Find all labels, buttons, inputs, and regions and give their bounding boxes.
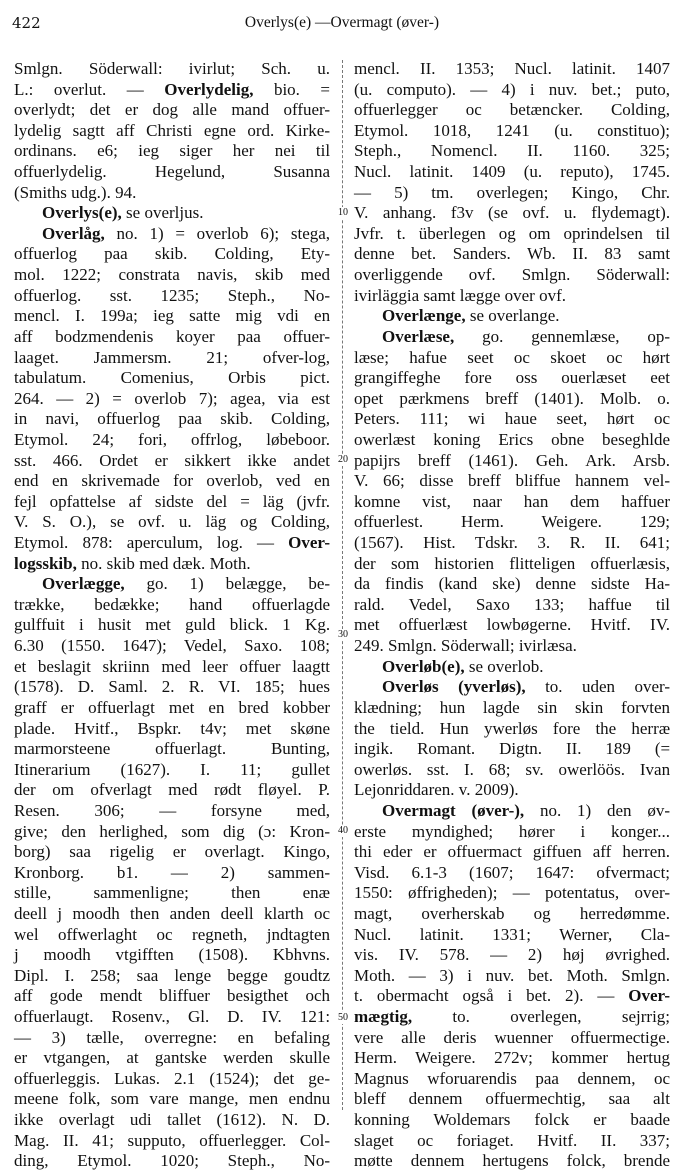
text-line: plade. Hvitf., Bspkr. t4v; met skøne	[14, 718, 331, 738]
text-line: magt, overherskab og herredømme.	[354, 903, 670, 923]
text-line: konning Woldemars folck er baade	[354, 1110, 671, 1130]
text-line: laaget. Jammersm. 21; ofver-log,	[14, 347, 330, 367]
text-line: — 3) tælle, overregne: en befaling	[14, 1027, 331, 1047]
text-line: ikke overlagt udi tallet (1612). N. D.	[14, 1110, 331, 1130]
text-line: Overløs (yverløs), to. uden over-	[382, 677, 671, 697]
text-line: klædning; hun lagde sin skin forvten	[354, 697, 671, 717]
text-line: sst. 466. Ordet er sikkert ikke andet	[14, 450, 331, 470]
headword: Overlænge,	[382, 306, 466, 326]
text-line: Overlåg, no. 1) = overlob 6); stega,	[42, 223, 331, 243]
text-line: aff bodzmendenis koyer paa offuer-	[14, 326, 330, 346]
text-line: owerlæst koning Erics obne beseghlde	[354, 429, 671, 449]
text-line: ivirläggia samt lægge over ovf.	[354, 285, 567, 305]
text-line: Resen. 306; — forsyne med,	[14, 800, 331, 820]
text-line: 6.30 (1550. 1647); Vedel, Saxo. 108;	[14, 636, 331, 656]
text-line: t. obermacht også i bet. 2). — Over-	[354, 986, 671, 1006]
text-line: V. 66; disse breff bliffue hannem vel-	[354, 471, 671, 491]
headword: (yverløs),	[458, 677, 526, 697]
text-line: Etymol. 24; fori, offrlog, løbeboor.	[14, 429, 330, 449]
text-line: erste myndighed; hører i konger...	[354, 821, 671, 841]
headword: Overlægge,	[42, 574, 125, 594]
text-line: Overmagt (øver-), no. 1) den øv-	[382, 800, 671, 820]
text-line: Overlys(e), se overljus.	[42, 203, 204, 223]
text-line: stille, sammenligne; then enæ	[14, 883, 331, 903]
text-line: læse; hafue seet oc skoet oc hørt	[354, 347, 671, 367]
text-line: owerløs. sst. I. 68; sv. owerlöös. Ivan	[354, 759, 671, 779]
text-line: borg) saa rigelig er overlagt. Kingo,	[14, 842, 331, 862]
headword: Overløs	[382, 677, 439, 697]
text-line: Kronborg. b1. — 2) sammen-	[14, 862, 331, 882]
text-line: give; den herlighed, som dig (ɔ: Kron-	[14, 821, 331, 841]
text-line: marmorsteene offuerlagt. Bunting,	[14, 739, 330, 759]
text-line: Itinerarium (1627). I. 11; gullet	[14, 759, 331, 779]
text-line: end en skrivemade for overlob, ved en	[14, 471, 330, 491]
text-line: Overlænge, se overlange.	[382, 306, 560, 326]
running-title: Overlys(e) —Overmagt (øver-)	[244, 14, 440, 31]
text-line: mencl. I. 199a; ieg satte mig vdi en	[14, 306, 331, 326]
text-line: offuerlog paa skib. Colding, Ety-	[14, 244, 331, 264]
text-line: der om ofverlagt med rødt fløyel. P.	[14, 780, 331, 800]
headword: Overlæse,	[382, 326, 455, 346]
text-line: overliggende ovf. Smlgn. Söderwall:	[354, 265, 671, 285]
text-line: V. S. O.), se ovf. u. läg og Colding,	[14, 512, 331, 532]
text-line: papijrs breff (1461). Geh. Ark. Arsb.	[354, 450, 671, 470]
text-line: (1578). D. Saml. 2. R. VI. 185; hues	[14, 677, 331, 697]
text-line: et beslagit skriinn med leer offuer laagtt	[14, 656, 331, 676]
text-line: vere alle deris wuenner offuermectige.	[354, 1027, 671, 1047]
headword: Overmagt	[382, 800, 456, 820]
text-line: Lejonriddaren. v. 2009).	[354, 780, 519, 800]
headword: Overlydelig,	[164, 79, 254, 99]
text-line: offuerlest. Herm. Weigere. 129;	[354, 512, 670, 532]
line-number-30: 30	[334, 629, 352, 641]
text-line: gulffuit i husit met guld blick. 1 Kg.	[14, 615, 331, 635]
text-line: Magnus wforuarendis paa dennem, oc	[354, 1068, 671, 1088]
text-line: Nucl. latinit. 1331; Werner, Cla-	[354, 924, 671, 944]
text-line: Nucl. latinit. 1409 (u. reputo), 1745.	[354, 162, 671, 182]
text-line: vis. IV. 578. — 2) høj øvrighed.	[354, 945, 671, 965]
text-line: Visd. 6.1-3 (1607; 1647: ofvermact;	[354, 862, 671, 882]
text-line: overlydt; det er dog alle mand offuer-	[14, 100, 331, 120]
page-number: 422	[12, 14, 41, 32]
text-line: Overlæse, go. gennemlæse, op-	[382, 326, 671, 346]
text-line: ding, Etymol. 1020; Steph., No-	[14, 1151, 331, 1171]
text-line: offuerlaugt. Rosenv., Gl. D. IV. 121:	[14, 1007, 331, 1027]
text-line: offuerlydelig. Hegelund, Susanna	[14, 162, 331, 182]
text-line: j moodh vtgifften (1508). Kbhvns.	[14, 945, 330, 965]
text-line: 1550: øffrigheden); — potentatus, over-	[354, 883, 671, 903]
text-line: der som historien flitteligen offuerlæsis,	[354, 553, 671, 573]
text-line: da findis (kand ske) denne sidste Ha-	[354, 574, 671, 594]
text-line: rald. Vedel, Saxo 133; haffue til	[354, 594, 671, 614]
text-line: møtte dennem hertugens folck, brende	[354, 1151, 671, 1171]
headword: Over-	[288, 533, 331, 553]
text-line: Overlægge, go. 1) belægge, be-	[42, 574, 331, 594]
text-line: lydelig sagtt aff Christi egne ord. Kirke-	[14, 120, 331, 140]
text-line: slaget oc foriaget. Hvitf. II. 337;	[354, 1130, 671, 1150]
right-column	[354, 59, 670, 1172]
headword: Overlys(e),	[42, 203, 122, 223]
text-line: V. anhang. f3v (se ovf. u. flydemagt).	[354, 203, 671, 223]
text-line: trække, bedække; hand offuerlagde	[14, 594, 331, 614]
left-column	[14, 59, 330, 1172]
headword: Over-	[628, 986, 671, 1006]
text-line: in navi, offuerlog paa skib. Colding,	[14, 409, 331, 429]
headword: logsskib,	[14, 553, 77, 573]
text-line: met offuerlæst lowbøgerne. Hvitf. IV.	[354, 615, 671, 635]
text-line: ingik. Romant. Digtn. II. 189 (=	[354, 739, 671, 759]
text-line: wel offwerlaght oc regneth, jndtagten	[14, 924, 331, 944]
text-line: fejl opfattelse af sidste del = läg (jvfr.	[14, 491, 331, 511]
text-line: Mag. II. 41; supputo, offuerlegger. Col-	[14, 1130, 331, 1150]
text-line: Dipl. I. 258; saa lenge begge goudtz	[14, 965, 331, 985]
text-line: Moth. — 3) i nuv. bet. Moth. Smlgn.	[354, 965, 671, 985]
text-line: 249. Smlgn. Söderwall; ivirlæsa.	[354, 636, 577, 656]
text-line: Smlgn. Söderwall: ivirlut; Sch. u.	[14, 59, 331, 78]
text-line: offuerlegger oc betæncker. Colding,	[354, 100, 671, 120]
text-line: (Smiths udg.). 94.	[14, 182, 137, 202]
line-number-20: 20	[334, 454, 352, 466]
text-line: meene folk, som vare mange, men endnu	[14, 1089, 331, 1109]
text-line: Herm. Weigere. 272v; kommer hertug	[354, 1048, 671, 1068]
text-line: (u. computo). — 4) i nuv. bet.; puto,	[354, 79, 671, 99]
text-line: bleff dennem offuermechtig, saa alt	[354, 1089, 671, 1109]
headword: Overlåg,	[42, 223, 105, 243]
page-header	[10, 14, 674, 36]
text-line: thi eder er offuermact giffuen aff herren.	[354, 842, 671, 862]
text-line: deell j moodh then anden deell klarth oc	[14, 903, 331, 923]
text-line: Jvfr. t. überlegen og om oprindelsen til	[354, 223, 670, 243]
text-line: er vtgangen, at gantske werden skulle	[14, 1048, 331, 1068]
text-line: Steph., Nomencl. II. 1160. 325;	[354, 141, 670, 161]
text-line: the tield. Hun ywerløs fore the herræ	[354, 718, 671, 738]
text-line: grangiffeghe fore oss ouerlæset eet	[354, 368, 671, 388]
headword: Overløb(e),	[382, 656, 465, 676]
text-line: opet pærkmens breff (1401). Molb. o.	[354, 388, 671, 408]
text-line: tabulatum. Comenius, Orbis pict.	[14, 368, 330, 388]
line-number-50: 50	[334, 1012, 352, 1024]
text-line: graff er offuerlagt met en bred kobber	[14, 697, 331, 717]
text-line: mol. 1222; constrata navis, skib med	[14, 265, 331, 285]
text-line: 264. — 2) = overlob 7); agea, via est	[14, 388, 331, 408]
text-line: mencl. II. 1353; Nucl. latinit. 1407	[354, 59, 671, 78]
line-number-40: 40	[334, 825, 352, 837]
headword: (øver-),	[471, 800, 525, 820]
text-line: komne vist, naar han dem haffuer	[354, 491, 671, 511]
text-line: denne bet. Sanders. Wb. II. 83 samt	[354, 244, 671, 264]
text-line: — 5) tm. overlegen; Kingo, Chr.	[354, 182, 670, 202]
text-line: Peters. 111; wi haue seet, hørt oc	[354, 409, 671, 429]
text-line: Etymol. 878: aperculum, log. — Over-	[14, 533, 331, 553]
text-line: offuerlog. sst. 1235; Steph., No-	[14, 285, 331, 305]
text-line: aff gode mendt bliffuer besigthet och	[14, 986, 331, 1006]
text-line: L.: overlut. — Overlydelig, bio. =	[14, 79, 330, 99]
text-line: ordinans. e6; ieg siger her nei til	[14, 141, 331, 161]
text-line: offuerleggis. Lukas. 2.1 (1524); det ge-	[14, 1068, 330, 1088]
text-line: Etymol. 1018, 1241 (u. constituo);	[354, 120, 671, 140]
line-number-10: 10	[334, 207, 352, 219]
headword: mægtig,	[354, 1007, 413, 1027]
text-line: Overløb(e), se overlob.	[382, 656, 544, 676]
text-line: (1567). Hist. Tdskr. 3. R. II. 641;	[354, 533, 671, 553]
text-line: logsskib, no. skib med dæk. Moth.	[14, 553, 251, 573]
text-line: mægtig, to. overlegen, sejrrig;	[354, 1007, 671, 1027]
